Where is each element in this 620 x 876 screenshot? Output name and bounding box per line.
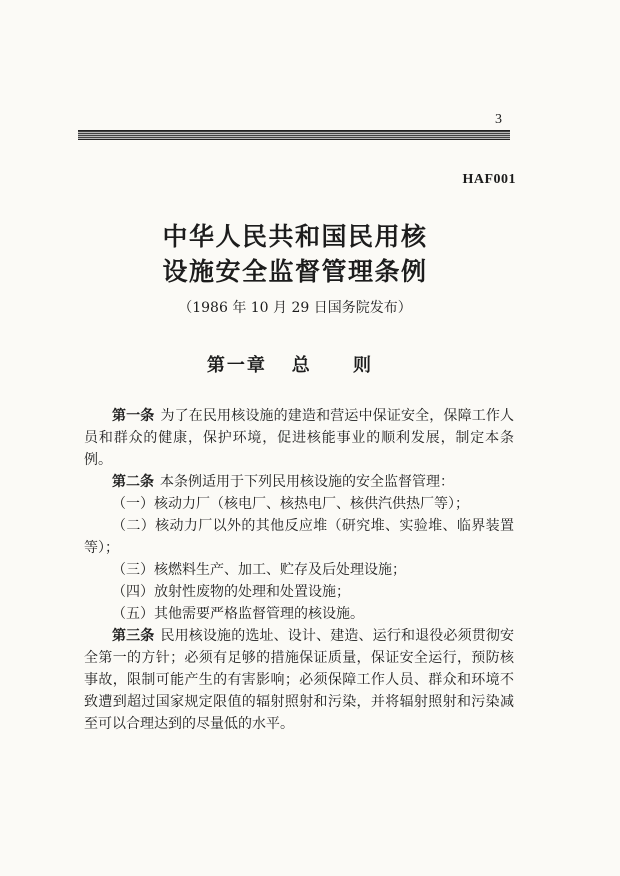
article-2-item-5: （五）其他需要严格监督管理的核设施。 bbox=[112, 606, 364, 622]
document-title-line-2: 设施安全监督管理条例 bbox=[162, 257, 428, 286]
article-2-item-4: （四）放射性废物的处理和处置设施； bbox=[112, 584, 350, 600]
article-1 bbox=[84, 405, 514, 471]
article-3-label: 第三条 bbox=[112, 628, 155, 644]
article-2-text: 本条例适用于下列民用核设施的安全监督管理： bbox=[160, 474, 454, 490]
article-2-label: 第二条 bbox=[112, 474, 154, 490]
chapter-heading: 第一章 总 则 bbox=[206, 355, 374, 376]
document-code: HAF001 bbox=[462, 172, 516, 187]
article-2-item-3: （三）核燃料生产、加工、贮存及后处理设施； bbox=[112, 562, 406, 578]
article-2-item-1: （一）核动力厂（核电厂、核热电厂、核供汽供热厂等）； bbox=[112, 496, 469, 512]
header-rule bbox=[78, 130, 510, 140]
article-2-item-2: （二）核动力厂以外的其他反应堆（研究堆、实验堆、临界装置等）； bbox=[84, 518, 514, 556]
article-3-text: 民用核设施的选址、设计、建造、运行和退役必须贯彻安全第一的方针；必须有足够的措施保证质量，保证安全运行，预防核事故，限制可能产生的有害影响；必须保障工作人员、群众和环境不致遭到超过国家规定限值的辐射照射和污染，并将辐射照射和污染减至可以合理达到的尽量低的水平。 bbox=[84, 628, 515, 732]
document-title-line-1: 中华人民共和国民用核 bbox=[162, 222, 428, 251]
article-1-text: 为了在民用核设施的建造和营运中保证安全，保障工作人员和群众的健康，保护环境，促进核能事业的顺利发展，制定本条例。 bbox=[84, 408, 515, 468]
article-1-label: 第一条 bbox=[112, 408, 155, 424]
issue-note: （1986 年 10 月 29 日国务院发布） bbox=[178, 300, 412, 316]
article-3 bbox=[84, 625, 514, 735]
article-body bbox=[84, 405, 514, 735]
page-number: 3 bbox=[495, 112, 502, 127]
article-2 bbox=[84, 471, 514, 493]
